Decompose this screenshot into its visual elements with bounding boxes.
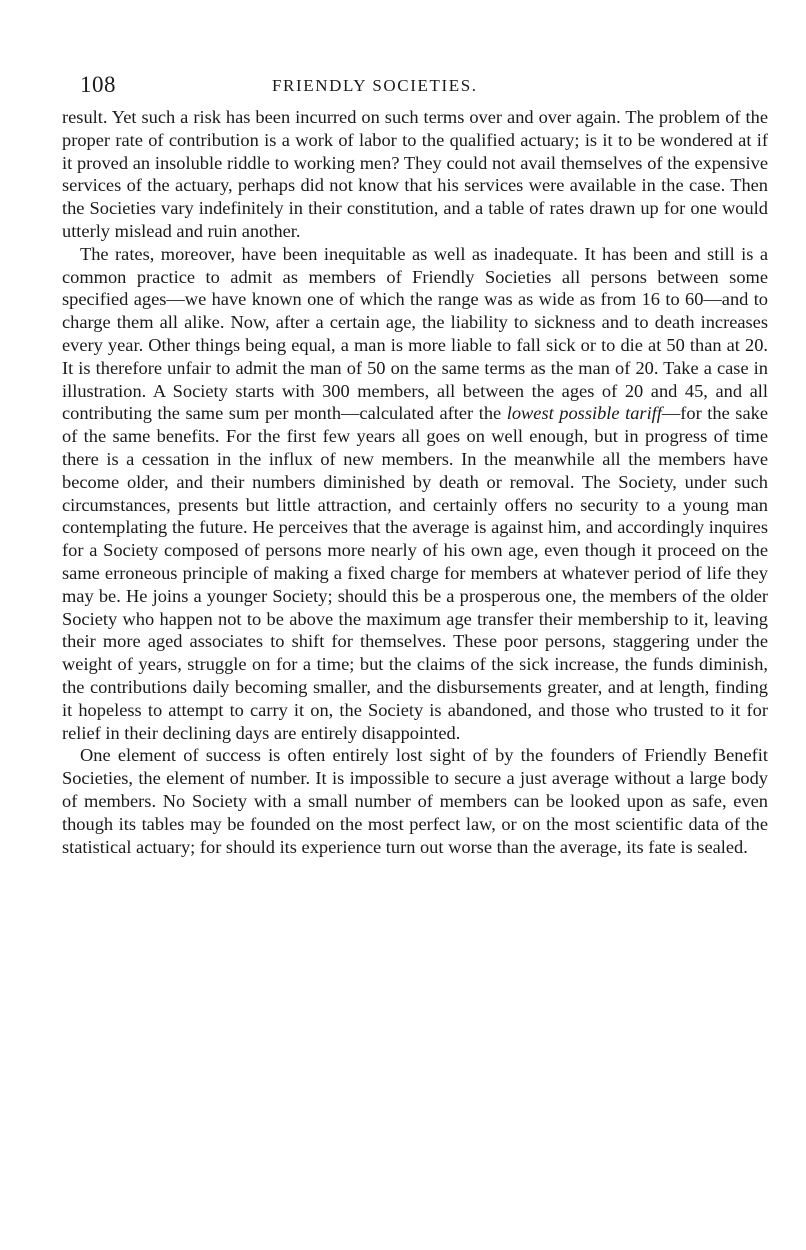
book-page — [62, 62, 768, 858]
paragraph-continuation: result. Yet such a risk has been incurred on such terms over and over again. The problem of the proper rate of contribution is a work of labor to the qualified actuary; is it to be wondered at if it proved an insoluble riddle to working men? They could not avail themselves of the expensive services of the actuary, perhaps did not know that his services were available in the case. Then the Societies vary indefinitely in their constitution, and a table of rates drawn up for one would utterly mislead and ruin another. — [62, 107, 768, 241]
paragraph-element-of-number: One element of success is often entirely lost sight of by the founders of Friendly Benefit Societies, the element of number. It is impossible to secure a just average without a large body of members. No Society with a small number of members can be looked upon as safe, even though its tables may be founded on the most perfect law, or on the most scientific data of the statistical actuary; for should its experience turn out worse than the average, its fate is sealed. — [62, 745, 768, 857]
paragraph-rates — [62, 243, 768, 745]
running-title: FRIENDLY SOCIETIES. — [272, 76, 478, 95]
body-text — [62, 106, 768, 858]
running-head — [62, 62, 768, 106]
paragraph-rates-text-a: The rates, moreover, have been inequitable as well as inadequate. It has been and still is a common practice to admit as members of Friendly Societies all persons between some specified ages—we have known one of which the range was as wide as from 16 to 60—and to charge them all alike. Now, after a certain age, the liability to sickness and to death increases every year. Other things being equal, a man is more liable to fall sick or to die at 50 than at 20. It is therefore unfair to admit the man of 50 on the same terms as the man of 20. Take a case in illustration. A Society starts with 300 members, all between the ages of 20 and 45, and all contributing the same sum per month—calculated after the — [62, 243, 768, 424]
paragraph-rates-text-b: —for the sake of the same benefits. For the first few years all goes on well enough, but in progress of time there is a cessation in the influx of new members. In the meanwhile all the members have become older, and their numbers diminished by death or removal. The Society, under such circumstances, presents but little attraction, and certainly offers no security to a young man contemplating the future. He perceives that the average is against him, and accordingly inquires for a Society composed of persons more nearly of his own age, even though it proceed on the same erroneous principle of making a fixed charge for members at whatever period of life they may be. He joins a younger Society; should this be a prosperous one, the members of the older Society who happen not to be above the maximum age transfer their membership to it, leaving their more aged associates to shift for themselves. These poor persons, staggering under the weight of years, struggle on for a time; but the claims of the sick increase, the funds diminish, the contributions daily becoming smaller, and the disbursements greater, and at length, finding it hopeless to attempt to carry it on, the Society is abandoned, and those who trusted to it for relief in their declining days are entirely disappointed. — [62, 403, 768, 743]
paragraph-rates-italic: lowest possible tariff — [506, 403, 662, 424]
page-number: 108 — [80, 72, 116, 97]
